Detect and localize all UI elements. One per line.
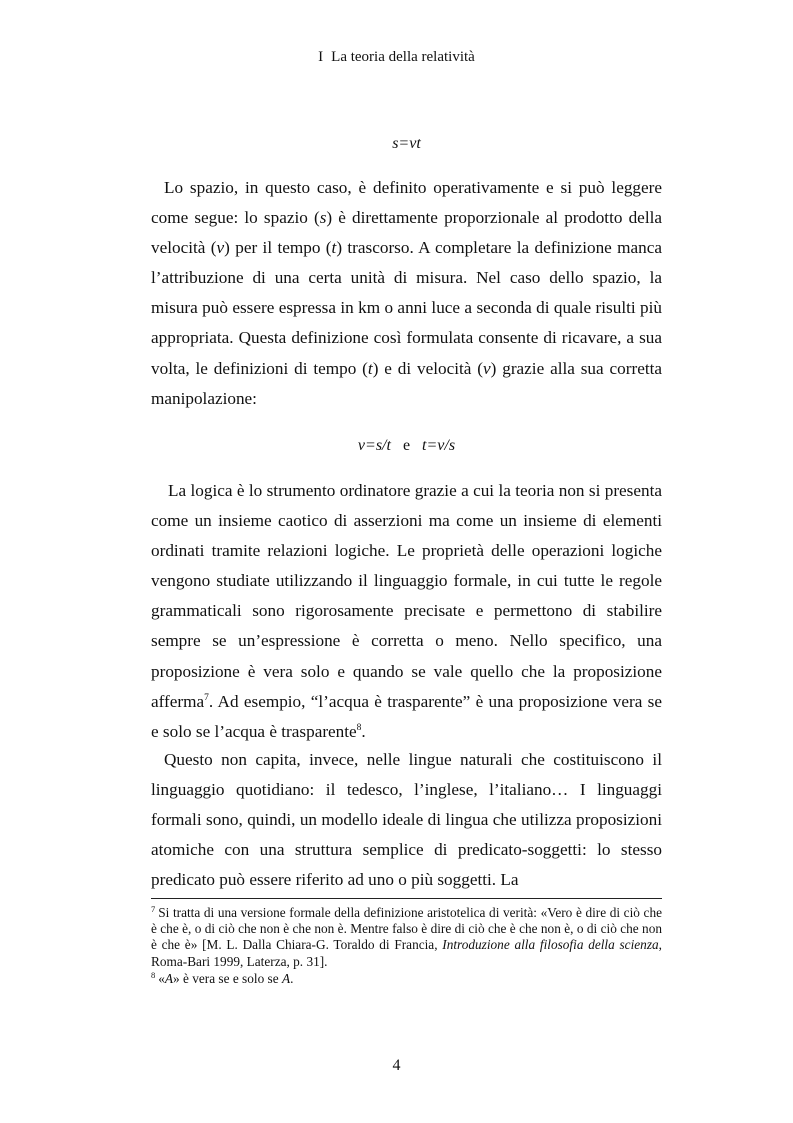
paragraph-logic: La logica è lo strumento ordinatore grazie a cui la teoria non si presenta come un insieme caotico di asserzioni ma come un insieme di elementi ordinati tramite relazioni logiche. Le proprietà delle operazioni logiche vengono studiate utilizzando il linguaggio formale, in cui tutte le regole grammaticali sono rigorosamente precisate e permettono di stabilire sempre se un’espressione è corretta o meno. Nello specifico, una proposizione è vera solo e quando se vale quello che la proposizione afferma$^7$. Ad esempio, “l’acqua è trasparente” è una proposizione vera se e solo se l’acqua è trasparente$^8$.: [151, 481, 662, 741]
footnote-8: $^8$ «A» è vera se e solo se A.: [151, 970, 294, 986]
chapter-number: I: [318, 49, 324, 65]
page-number: 4: [392, 1057, 401, 1074]
formula-space-definition: s=vt: [392, 135, 421, 152]
formula-derived: [151, 436, 662, 456]
footnote-ref-7[interactable]: 7: [204, 692, 209, 703]
chapter-title: La teoria della relatività: [331, 49, 475, 65]
footnote-7-number: 7: [151, 904, 156, 914]
paragraph-natural-languages: Questo non capita, invece, nelle lingue naturali che costituiscono il linguaggio quotidiano: il tedesco, l’inglese, l’italiano… I linguaggi formali sono, quindi, un modello ideale di lingua che utilizza proposizioni atomiche con una struttura semplice di predicato-soggetti: lo stesso predicato può essere riferito ad uno o più soggetti. La: [151, 750, 662, 890]
footnote-8-number: 8: [151, 970, 156, 980]
running-header: [0, 48, 793, 66]
footnote-7-book-title: Introduzione alla filosofia della scienza: [442, 937, 659, 953]
formula-time: t=v/s: [422, 437, 456, 454]
footnote-ref-8[interactable]: 8: [356, 722, 362, 733]
formula-conjunction: e: [402, 437, 411, 454]
paragraph-space-definition: Lo spazio, in questo caso, è definito operativamente e si può leggere come segue: lo spazio (s) è direttamente proporzionale al prodotto della velocità (v) per il tempo (t) trascorso. A completare la definizione manca l’attribuzione di una certa unità di misura. Nel caso dello spazio, la misura può essere espressa in km o anni luce a seconda di quale risulti più appropriata. Questa definizione così formulata consente di ricavare, a sua volta, le definizioni di tempo (t) e di velocità (v) grazie alla sua corretta manipolazione:: [151, 178, 663, 408]
footnote-7: $^7$ Si tratta di una versione formale della definizione aristotelica di verità: «Vero è dire di ciò che è che è, o di ciò che non è che non è. Mentre falso è dire di ciò che è che non è, o di ciò che non è che è» [M. L. Dalla Chiara-G. Toraldo di Francia, Introduzione alla filosofia della scienza, Roma-Bari 1999, Laterza, p. 31].: [151, 904, 662, 969]
footnote-separator: [151, 898, 662, 899]
formula-velocity: v=s/t: [357, 437, 391, 454]
